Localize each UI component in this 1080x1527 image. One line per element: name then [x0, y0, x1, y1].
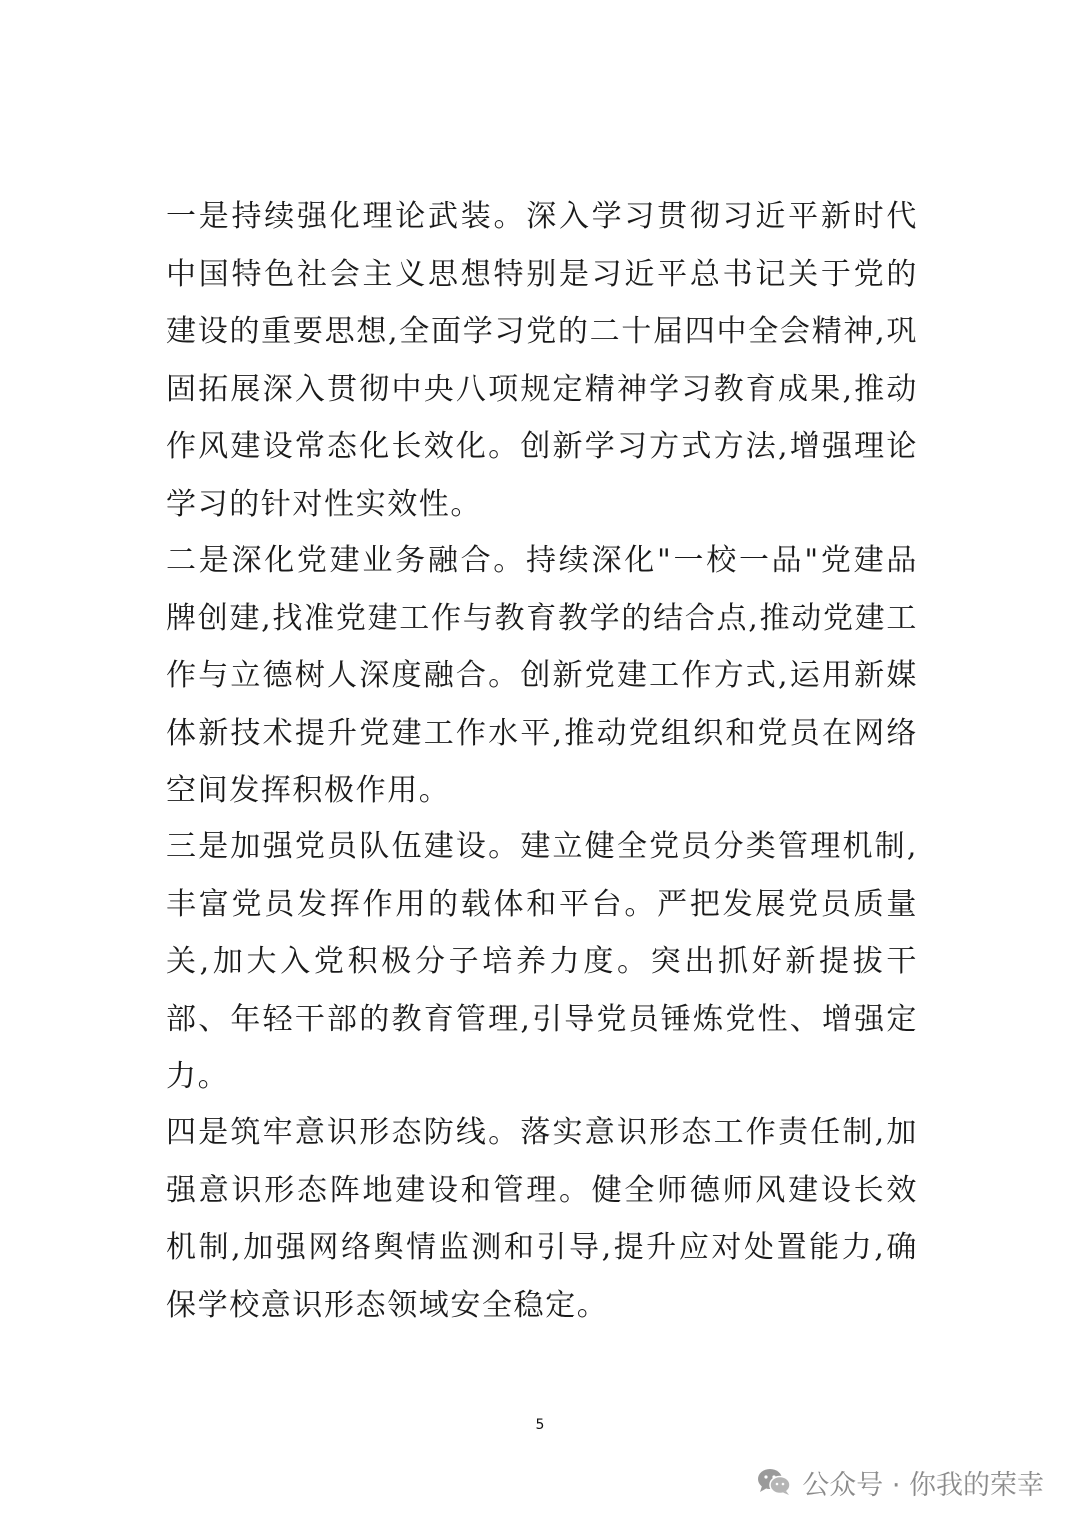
- wechat-watermark: [756, 1460, 1044, 1504]
- paragraph-1: 一是持续强化理论武装。深入学习贯彻习近平新时代中国特色社会主义思想特别是习近平总书记关于党的建设的重要思想,全面学习党的二十届四中全会精神,巩固拓展深入贯彻中央八项规定精神学习教育成果,推动作风建设常态化长效化。创新学习方式方法,增强理论学习的针对性实效性。: [166, 199, 918, 522]
- paragraph-2: 二是深化党建业务融合。持续深化"一校一品"党建品牌创建,找准党建工作与教育教学的结合点,推动党建工作与立德树人深度融合。创新党建工作方式,运用新媒体新技术提升党建工作水平,推动党组织和党员在网络空间发挥积极作用。: [166, 543, 918, 808]
- paragraph-3: 三是加强党员队伍建设。建立健全党员分类管理机制,丰富党员发挥作用的载体和平台。严把发展党员质量关,加大入党积极分子培养力度。突出抓好新提拔干部、年轻干部的教育管理,引导党员锤炼党性、增强定力。: [166, 829, 918, 1094]
- paragraph-4: 四是筑牢意识形态防线。落实意识形态工作责任制,加强意识形态阵地建设和管理。健全师德师风建设长效机制,加强网络舆情监测和引导,提升应对处置能力,确保学校意识形态领域安全稳定。: [166, 1115, 918, 1323]
- page-number: 5: [535, 1417, 545, 1433]
- watermark-text: 公众号 · 你我的荣幸: [802, 1469, 1044, 1501]
- wechat-icon: [756, 1467, 792, 1497]
